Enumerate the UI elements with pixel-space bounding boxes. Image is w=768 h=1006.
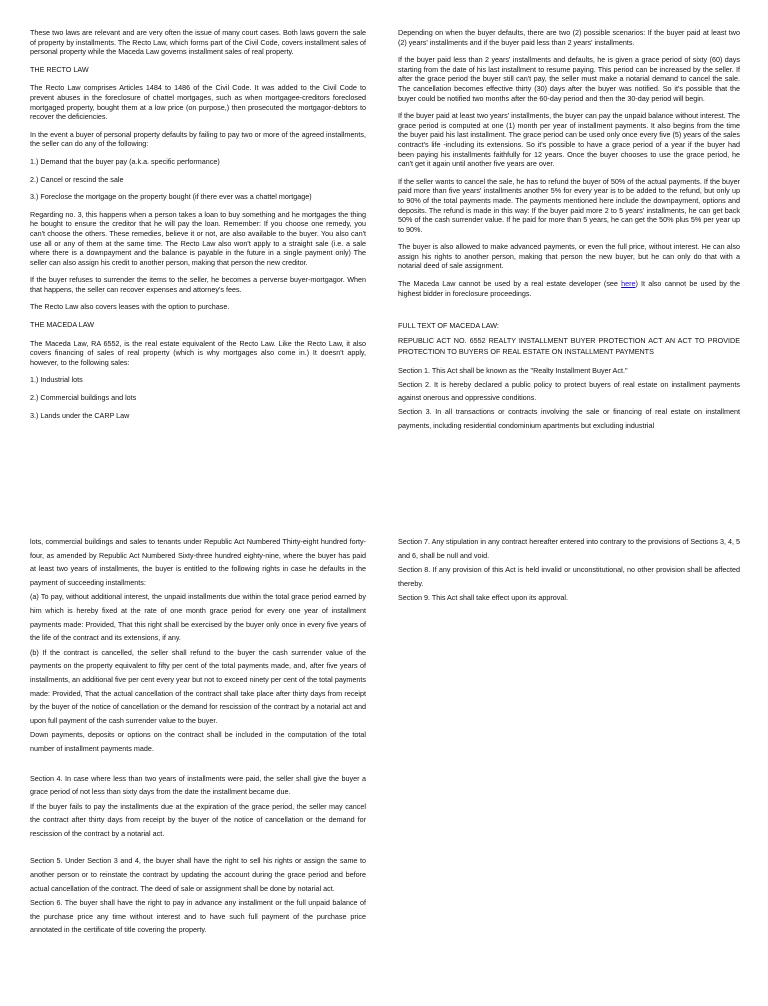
section-4-continued: If the buyer fails to pay the installments due at the expiration of the grace period, the seller may cancel the contract after thirty days from receipt by the buyer of the notice of cancellation or the demand for rescission of the contract by a notarial act. — [30, 801, 366, 838]
exclusion-item-1: 1.) Industrial lots — [30, 375, 83, 385]
developer-text-after: ) It also cannot be used by the highest bidder in foreclosure proceedings. — [398, 279, 741, 298]
refund-paragraph: If the seller wants to cancel the sale, he has to refund the buyer of 50% of the actual payments. If the buyer paid more than five years' installments another 5% for every year is to be added to the refund, but only up to 90% of the total payments made. The payments mentioned here include the downpayment, options and deposits. The refund is made in this way: If the buyer paid more 2 to 5 years' installments, he can get back 50% of the cash surrender value. If he paid for more than 5 years, he can get the 50% plus 5% per year up to 90%. — [398, 176, 740, 234]
recto-paragraph-5: The Recto Law also covers leases with the option to purchase. — [30, 302, 230, 312]
remedy-option-1: 1.) Demand that the buyer pay (a.k.a. specific performance) — [30, 156, 220, 166]
column-top-left — [30, 28, 366, 428]
column-bottom-left — [30, 535, 366, 938]
remedy-option-2: 2.) Cancel or rescind the sale — [30, 174, 124, 184]
maceda-law-heading: THE MACEDA LAW — [30, 320, 95, 330]
developer-text-before: The Maceda Law cannot be used by a real estate developer (see — [398, 279, 622, 289]
scenarios-paragraph: Depending on when the buyer defaults, there are two (2) possible scenarios: If the buyer paid at least two (2) years' installments and if the buyer paid less than 2 years' installments. — [398, 28, 740, 47]
remedy-option-3: 3.) Foreclose the mortgage on the property bought (if there ever was a chattel mortgage) — [30, 192, 312, 202]
full-text-section — [398, 320, 740, 432]
section-9: Section 9. This Act shall take effect upon its approval. — [398, 593, 568, 603]
section-3-a: (a) To pay, without additional interest, the unpaid installments due within the total grace period earned by him which is hereby fixed at the rate of one month grace period for every one year of installment payments made: Provided, That this right shall be exercised by the buyer only once in every five years of the life of the contract and its extensions, if any. — [30, 592, 366, 643]
section-6: Section 6. The buyer shall have the right to pay in advance any installment or the full unpaid balance of the purchase price any time without interest and to have such full payment of the purchase price annotated in the certificate of title covering the property. — [30, 898, 366, 935]
less-than-two-years-paragraph: If the buyer paid less than 2 years' installments and defaults, he is given a grace period of sixty (60) days starting from the date of his last installment to resume paying. This period can be increased by the seller. If after the grace period the buyer still can't pay, the seller must make a notarial demand to cancel the sale. The cancellation becomes effective thirty (30) days after the buyer was notified. So it's possible that the buyer could be notified two months after the 60-day period and then the 30-day period will begin. — [398, 55, 740, 103]
recto-paragraph-2: In the event a buyer of personal property defaults by failing to pay two or more of the agreed installments, the seller can do any of the following: — [30, 129, 366, 149]
section-1: Section 1. This Act shall be known as the "Realty Installment Buyer Act." — [398, 366, 628, 376]
section-3-continued: lots, commercial buildings and sales to tenants under Republic Act Numbered Thirty-eight hundred forty-four, as amended by Republic Act Numbered Sixty-three hundred eighty-nine, where the buyer has paid at least two years of installments, the buyer is entitled to the following rights in case he defaults in the payment of succeeding installments: — [30, 537, 366, 587]
recto-law-heading: THE RECTO LAW — [30, 64, 89, 74]
republic-act-title: REPUBLIC ACT NO. 6552 REALTY INSTALLMENT BUYER PROTECTION ACT AN ACT TO PROVIDE PROTECTION TO BUYERS OF REAL ESTATE ON INSTALLMENT PAYMENTS — [398, 336, 740, 357]
section-8: Section 8. If any provision of this Act is held invalid or unconstitutional, no other provision shall be affected thereby. — [398, 565, 740, 588]
section-4: Section 4. In case where less than two years of installments were paid, the seller shall give the buyer a grace period of not less than sixty days from the date the installment became due. — [30, 773, 366, 797]
full-text-heading: FULL TEXT OF MACEDA LAW: — [398, 321, 499, 331]
column-bottom-right — [398, 535, 740, 606]
section-7: Section 7. Any stipulation in any contract hereafter entered into contrary to the provisions of Sections 3, 4, 5 and 6, shall be null and void. — [398, 537, 740, 560]
column-top-right — [398, 28, 740, 432]
intro-paragraph: These two laws are relevant and are very often the issue of many court cases. Both laws govern the sale of property by installments. The Recto Law, which forms part of the Civil Code, covers installment sales of personal property while the Maceda Law governs installment sales of real property. — [30, 28, 366, 57]
exclusion-item-3: 3.) Lands under the CARP Law — [30, 410, 130, 420]
section-3-b: (b) If the contract is cancelled, the seller shall refund to the buyer the cash surrender value of the payments on the property equivalent to fifty per cent of the total payments made, and, after five years of installments, an additional five per cent every year but not to exceed ninety per cent of the total payments made: Provided, That the actual cancellation of the contract shall take place after thirty days from receipt by the buyer of the notice of cancellation or the demand for rescission of the contract by a notarial act and upon full payment of the cash surrender value to the buyer. — [30, 647, 366, 725]
developer-paragraph — [398, 279, 740, 298]
exclusion-item-2: 2.) Commercial buildings and lots — [30, 393, 137, 403]
section-3-note: Down payments, deposits or options on the contract shall be included in the computation of the total number of installment payments made. — [30, 730, 366, 753]
recto-paragraph-1: The Recto Law comprises Articles 1484 to 1486 of the Civil Code. It was added to the Civil Code to prevent abuses in the foreclosure of chattel mortgages, such as when mortgagee-creditors foreclosed mortgaged property, bought them at a low price (on purpose,) then prosecuted the mortgagor-debtors to recover the deficiencies. — [30, 83, 366, 122]
here-link[interactable]: here — [621, 279, 636, 289]
recto-paragraph-3: Regarding no. 3, this happens when a person takes a loan to buy something and he mortgages the thing he bought to ensure the creditor that he will pay the loan. Remember: If you choose one remedy, you can't choose the others. These remedies, believe it or not, are also available to the buyer. You also can't use all or any of them at the same time. The Recto Law also won't apply to a straight sale (i.e. a sale where there is a downpayment and the balance is payable in the future in a single payment only) The seller can also assign his credit to another person, making that person the new creditor. — [30, 209, 366, 267]
section-2: Section 2. It is hereby declared a public policy to protect buyers of real estate on installment payments against onerous and oppressive conditions. — [398, 379, 740, 403]
at-least-two-years-paragraph: If the buyer paid at least two years' installments, the buyer can pay the unpaid balance without interest. The grace period is computed at one (1) month per year of installment payments. It also begins from the time the buyer paid his last installment. The grace period can be used only once every five (5) years of the sales contract's life -including its extensions. So it's possible to have a grace period of a year if the buyer had been paying his installments faithfully for 12 years. Once the buyer chooses to use the grace period, he can't get it again until another five years are over. — [398, 111, 740, 169]
maceda-paragraph-1: The Maceda Law, RA 6552, is the real estate equivalent of the Recto Law. Like the Recto Law, it also covers financing of sales of real property (which is why mortgages also come in.) It doesn't apply, however, to the following sales: — [30, 338, 366, 367]
section-3-start: Section 3. In all transactions or contracts involving the sale or financing of real estate on installment payments, including residential condominium apartments but excluding industrial — [398, 407, 740, 430]
section-5: Section 5. Under Section 3 and 4, the buyer shall have the right to sell his rights or assign the same to another person or to reinstate the contract by updating the account during the grace period and before actual cancellation of the contract. The deed of sale or assignment shall be done by notarial act. — [30, 856, 366, 893]
advanced-payments-paragraph: The buyer is also allowed to make advanced payments, or even the full price, without interest. He can also assign his rights to another person, making that person the new buyer, but he can only do that with a notarial deed of sale assignment. — [398, 242, 740, 271]
recto-paragraph-4: If the buyer refuses to surrender the items to the seller, he becomes a perverse buyer-mortgagor. When that happens, the seller can recover expenses and attorney's fees. — [30, 275, 366, 294]
